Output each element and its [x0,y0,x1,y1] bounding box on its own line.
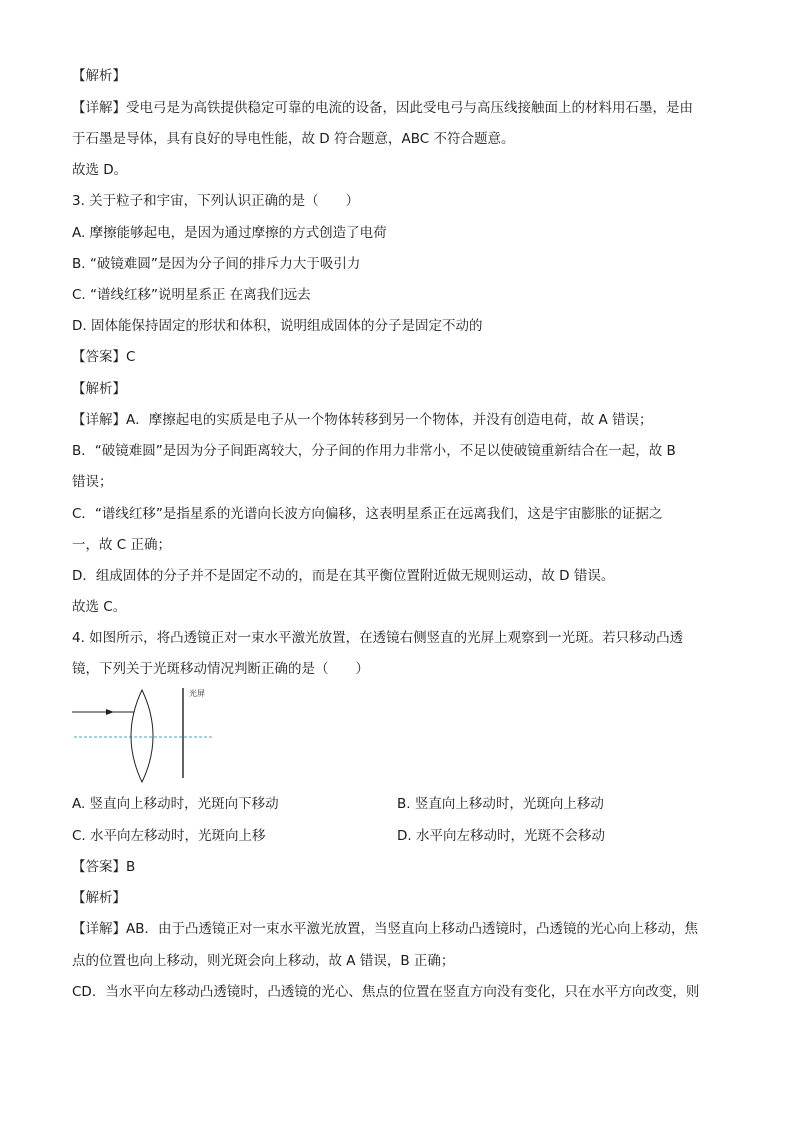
explanation-text: 于石墨是导体，具有良好的导电性能，故 D 符合题意，ABC 不符合题意。 [72,131,515,147]
question-stem: 4. 如图所示，将凸透镜正对一束水平激光放置，在透镜右侧竖直的光屏上观察到一光斑。若只移动凸透 [72,630,684,646]
explanation-text: 【详解】受电弓是为高铁提供稳定可靠的电流的设备，因此受电弓与高压线接触面上的材料用石墨，是由 [72,100,693,116]
section-header: 【解析】 [72,68,126,84]
question-stem: 3. 关于粒子和宇宙，下列认识正确的是（ ） [72,193,360,209]
option-d: D. 水平向左移动时，光斑不会移动 [397,828,605,844]
option-b: B. 竖直向上移动时，光斑向上移动 [397,796,604,812]
conclusion-text: 故选 C。 [72,599,127,615]
explanation-text: CD．当水平向左移动凸透镜时，凸透镜的光心、焦点的位置在竖直方向没有变化，只在水平方向改变，则 [72,984,700,1000]
explanation-text: 【详解】A．摩擦起电的实质是电子从一个物体转移到另一个物体，并没有创造电荷，故 A 错误； [72,412,653,428]
question-option: B. “破镜难圆”是因为分子间的排斥力大于吸引力 [72,256,361,272]
question-option: A. 摩擦能够起电，是因为通过摩擦的方式创造了电荷 [72,225,387,241]
screen-label: 光屏 [189,689,205,698]
explanation-text: B．“破镜难圆”是因为分子间距离较大，分子间的作用力非常小，不足以使破镜重新结合在一起，故 B [72,443,676,459]
answer-text: 【答案】B [72,859,136,875]
convex-lens [131,690,153,782]
explanation-text: 【详解】AB．由于凸透镜正对一束水平激光放置，当竖直向上移动凸透镜时，凸透镜的光心向上移动，焦 [72,921,698,937]
conclusion-text: 故选 D。 [72,162,128,178]
question-stem: 镜，下列关于光斑移动情况判断正确的是（ ） [72,661,369,677]
option-a: A. 竖直向上移动时，光斑向下移动 [72,796,279,812]
question-option: D. 固体能保持固定的形状和体积，说明组成固体的分子是固定不动的 [72,318,483,334]
section-header: 【解析】 [72,381,126,397]
answer-text: 【答案】C [72,349,136,365]
explanation-text: 一，故 C 正确； [72,537,172,553]
lens-diagram [72,686,232,786]
option-c: C. 水平向左移动时，光斑向上移 [72,828,266,844]
explanation-text: 点的位置也向上移动，则光斑会向上移动，故 A 错误，B 正确； [72,953,455,969]
question-option: C. “谱线红移”说明星系正 在离我们远去 [72,287,311,303]
explanation-text: D．组成固体的分子并不是固定不动的，而是在其平衡位置附近做无规则运动，故 D 错误。 [72,568,615,584]
section-header: 【解析】 [72,890,126,906]
beam-arrow-icon [106,709,114,715]
explanation-text: 错误； [72,474,113,490]
explanation-text: C．“谱线红移”是指星系的光谱向长波方向偏移，这表明星系正在远离我们，这是宇宙膨胀的证据之 [72,506,663,522]
